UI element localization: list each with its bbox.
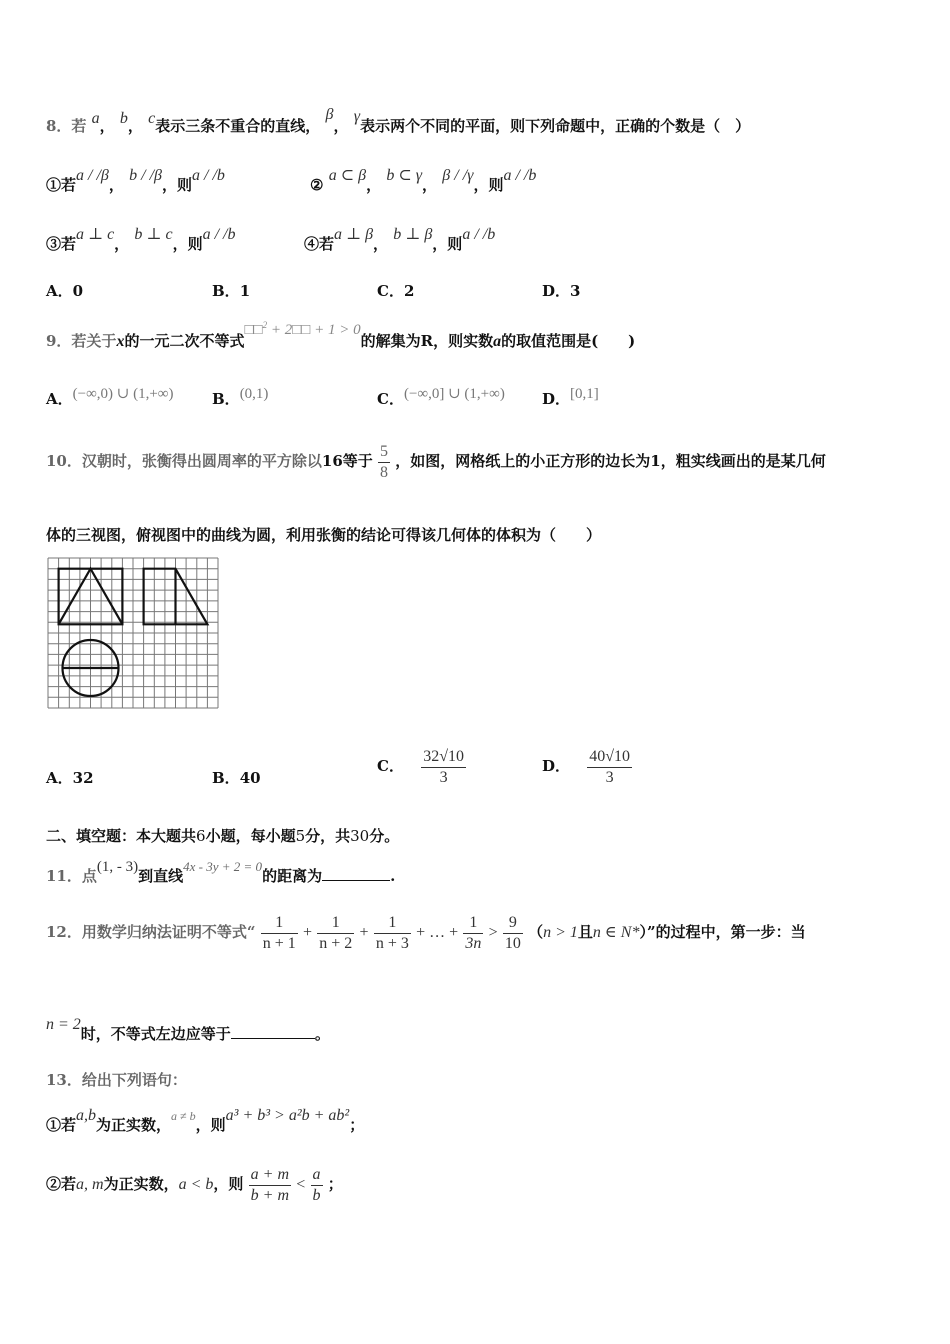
q8-option-a[interactable]: A．0: [46, 282, 84, 300]
q13-statement-1: ①若a,b为正实数，$^{a \ne b}$，则a³ + b³ > a²b + ab²；: [46, 1107, 365, 1134]
q13-statement-2: ②若a, m为正实数，a < b，则 $\frac{a + m}{b + m}$ < $\frac{a}{b}$ ；: [46, 1165, 343, 1204]
q9-option-a[interactable]: A．(−∞,0) ∪ (1,+∞): [46, 386, 174, 408]
fraction-5-8: $\frac{5}{8}$: [380, 442, 389, 481]
q10-option-d[interactable]: D． $\frac{40√10}{3}$: [542, 747, 631, 786]
answer-blank[interactable]: [231, 1022, 315, 1039]
q10-option-c[interactable]: C． $\frac{32√10}{3}$: [377, 747, 464, 786]
q13-stem: 13．给出下列语句：: [46, 1071, 187, 1089]
section-2-title: 二、填空题：本大题共6小题，每小题5分，共30分。: [46, 827, 400, 845]
q8-proposition-1: ①若a / /β， b / /β，则a / /b: [46, 167, 225, 194]
q8-option-d[interactable]: D．3: [542, 282, 581, 300]
q9-option-b[interactable]: B．(0,1): [212, 386, 269, 408]
q10-stem-line1: 10．汉朝时，张衡得出圆周率的平方除以16等于 $\frac{5}{8}$ ，如图，网格纸上的小正方形的边长为1，粗实线画出的是某几何: [46, 442, 826, 481]
q8-proposition-2: ② a ⊂ β， b ⊂ γ， β / /γ，则a / /b: [310, 167, 537, 194]
q8-option-b[interactable]: B．1: [212, 282, 251, 300]
three-view-figure: [46, 556, 220, 712]
q8-option-c[interactable]: C．2: [377, 282, 415, 300]
q9-option-c[interactable]: C．(−∞,0] ∪ (1,+∞): [377, 386, 505, 408]
q12-stem-line2: n = 2时，不等式左边应等于 。: [46, 1016, 330, 1043]
q8-proposition-3: ③若a ⊥ c， b ⊥ c，则a / /b: [46, 226, 236, 253]
q10-option-a[interactable]: A．32: [46, 769, 94, 787]
q8-stem: 8．若 a， b， c表示三条不重合的直线， β， γ表示两个不同的平面，则下列命题中，正确的个数是（ ）: [46, 106, 751, 135]
q8-proposition-4: ④若a ⊥ β， b ⊥ β，则a / /b: [304, 226, 496, 253]
q9-stem: 9．若关于x的一元二次不等式□□$^2$ + 2□□ + 1 > 0的解集为R，则实数a的取值范围是( ): [46, 320, 636, 350]
answer-blank[interactable]: [322, 864, 390, 881]
q10-option-b[interactable]: B．40: [212, 769, 261, 787]
q9-option-d[interactable]: D．[0,1]: [542, 386, 599, 408]
grid-lines: [48, 558, 218, 708]
q10-stem-line2: 体的三视图，俯视图中的曲线为圆，利用张衡的结论可得该几何体的体积为（ ）: [46, 526, 602, 544]
q12-stem-line1: 12．用数学归纳法证明不等式“ $\frac{1}{n + 1}$ + $\frac{1}{n + 2}$ + $\frac{1}{n + 3}$ + … + $\frac{1}{3n}$ > $\frac{9}{10}$ （n > 1且n ∈ N*）”的过程中，第一步：当: [46, 913, 806, 952]
side-view: [144, 569, 208, 625]
q11-stem: 11．点(1, - 3)到直线4x - 3y + 2 = 0的距离为 .: [46, 859, 396, 885]
